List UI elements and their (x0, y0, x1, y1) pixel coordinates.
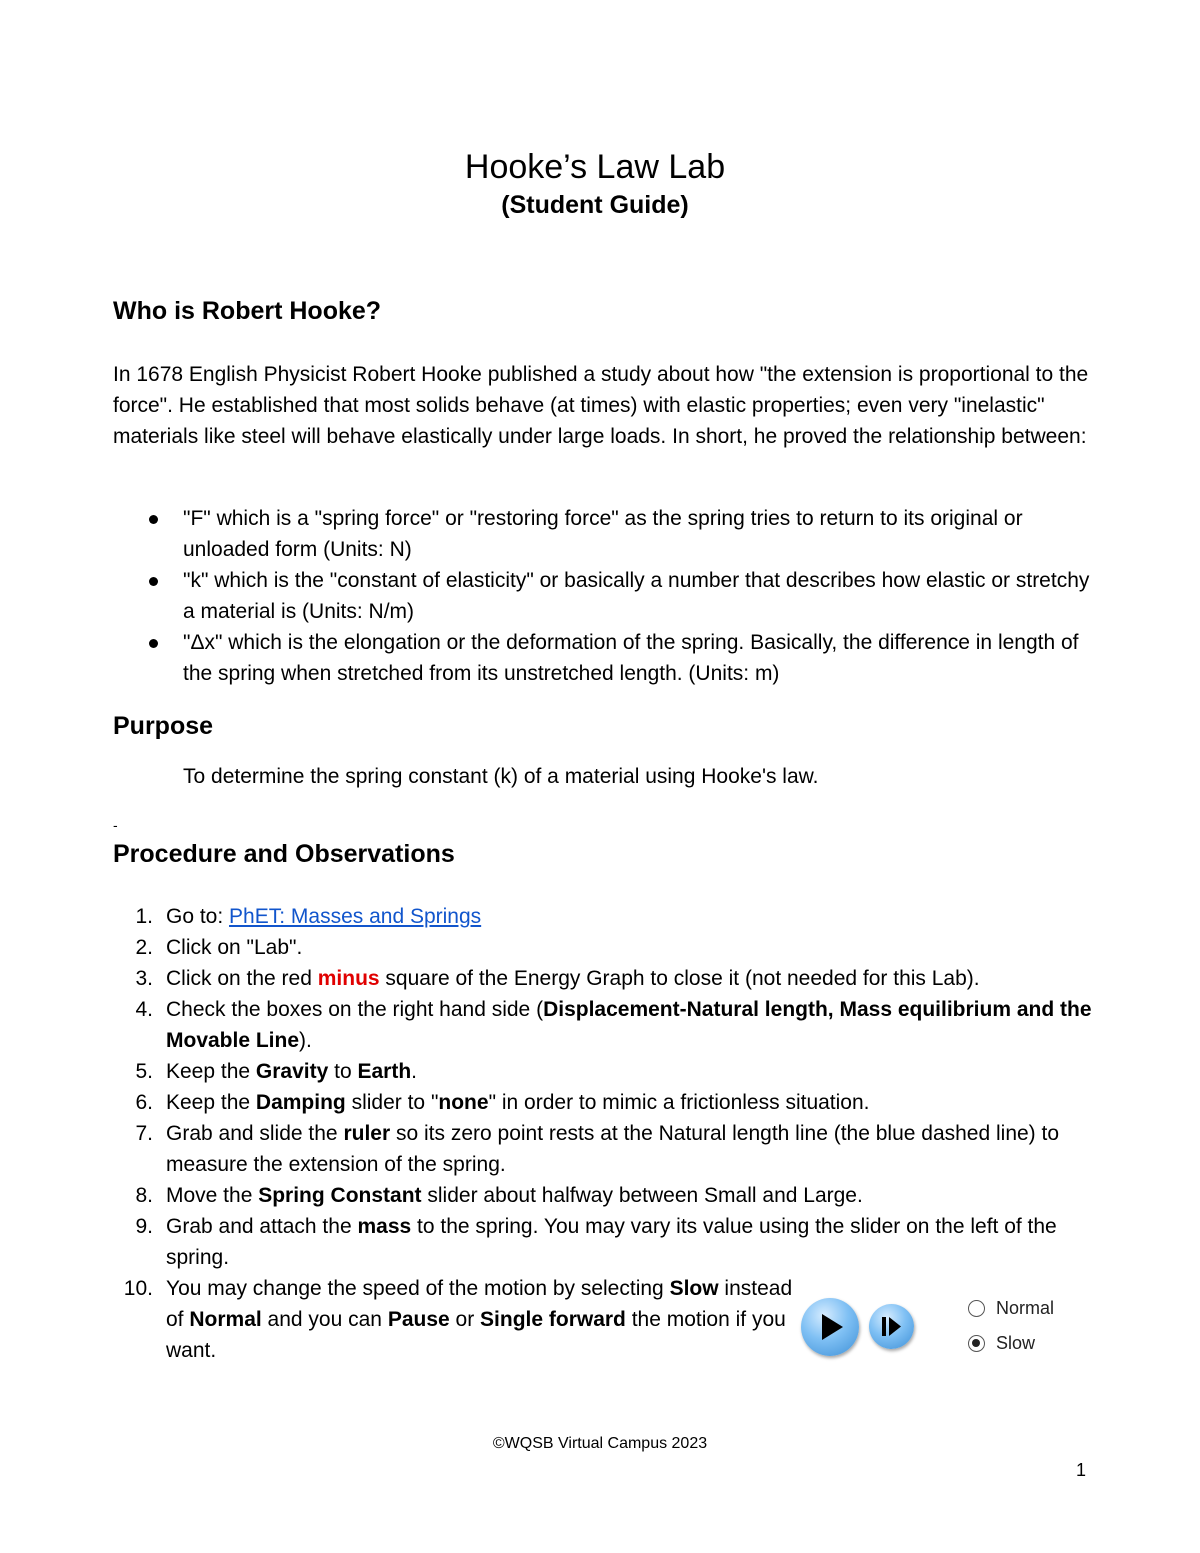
play-button[interactable] (801, 1298, 859, 1356)
list-item: "F" which is a "spring force" or "restoring force" as the spring tries to return to its original or unloaded form (Units: N) (113, 503, 1103, 565)
step-forward-button[interactable] (869, 1304, 914, 1349)
phet-link[interactable]: PhET: Masses and Springs (229, 905, 482, 928)
list-item: 4. Check the boxes on the right hand side (Displacement-Natural length, Mass equilibrium and the Movable Line). (135, 998, 1092, 1052)
list-item: 1. Go to: PhET: Masses and Springs (135, 905, 482, 928)
play-icon (801, 1298, 859, 1356)
list-item: 8. Move the Spring Constant slider about halfway between Small and Large. (135, 1184, 863, 1207)
list-item: 7. Grab and slide the ruler so its zero point rests at the Natural length line (the blue dashed line) to measure the extension of the spring. (135, 1122, 1060, 1176)
section-heading-who: Who is Robert Hooke? (113, 297, 382, 325)
list-item: 5. Keep the Gravity to Earth. (135, 1060, 417, 1083)
page-subtitle: (Student Guide) (501, 191, 689, 219)
step-forward-icon (869, 1304, 914, 1349)
footer-copyright: ©WQSB Virtual Campus 2023 (492, 1435, 708, 1452)
stray-mark: - (113, 817, 118, 833)
intro-paragraph: In 1678 English Physicist Robert Hooke published a study about how "the extension is proportional to the force". He established that most solids behave (at times) with elastic properties; even very "inelastic" materials like steel will behave elastically under large loads. In short, he proved the relationship between: (113, 363, 1089, 448)
radio-label-slow: Slow (996, 1333, 1036, 1353)
bullet-icon (149, 577, 158, 586)
list-item: 9. Grab and attach the mass to the spring. You may vary its value using the slider on the left of the spring. (135, 1215, 1057, 1269)
radio-normal[interactable] (968, 1300, 985, 1317)
page-title: Hooke’s Law Lab (464, 148, 726, 186)
list-item: 3. Click on the red minus square of the Energy Graph to close it (not needed for this Lab). (135, 967, 980, 990)
radio-label-normal: Normal (996, 1298, 1055, 1318)
radio-slow[interactable] (968, 1335, 985, 1352)
page-number: 1 (1076, 1460, 1087, 1480)
list-item: "Δx" which is the elongation or the deformation of the spring. Basically, the difference in length of the spring when stretched from its unstretched length. (Units: m) (113, 627, 1103, 689)
bullet-icon (149, 639, 158, 648)
procedure-steps (113, 901, 1103, 1366)
radio-selected-dot (972, 1339, 980, 1347)
purpose-text: To determine the spring constant (k) of a material using Hooke's law. (183, 765, 819, 788)
list-item: 2. Click on "Lab". (135, 936, 303, 959)
bullet-icon (149, 515, 158, 524)
list-item: 6. Keep the Damping slider to "none" in order to mimic a frictionless situation. (135, 1091, 870, 1114)
section-heading-purpose: Purpose (113, 712, 214, 740)
definition-list (113, 503, 1103, 689)
list-item: "k" which is the "constant of elasticity" or basically a number that describes how elastic or stretchy a material is (Units: N/m) (113, 565, 1103, 627)
section-heading-procedure: Procedure and Observations (113, 840, 455, 868)
list-item: 10. You may change the speed of the motion by selecting Slow instead of Normal and you can Pause or Single forward the motion if you want. (123, 1277, 793, 1362)
